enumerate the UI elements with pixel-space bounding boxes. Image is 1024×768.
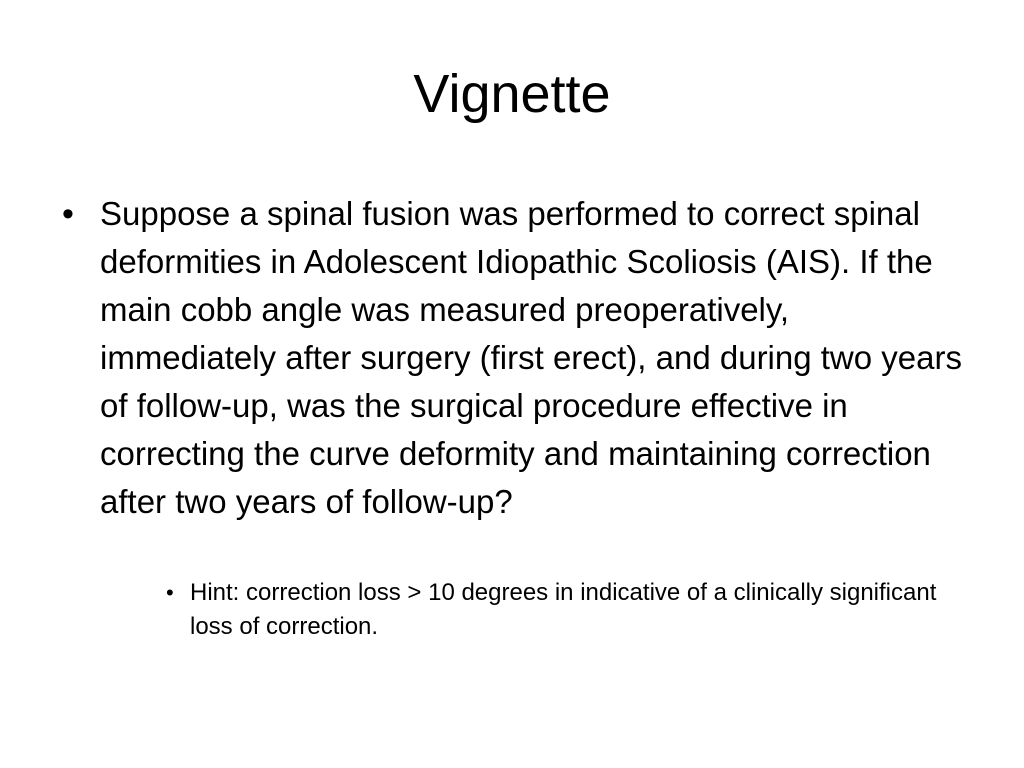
bullet-marker: •: [62, 195, 74, 233]
sub-bullet-marker: •: [166, 580, 174, 605]
bullet-list: [62, 190, 974, 526]
sub-bullet-text: Hint: correction loss > 10 degrees in indicative of a clinically significant loss of correction.: [190, 579, 937, 640]
sub-bullet-list: [166, 576, 966, 644]
slide-title: Vignette: [413, 64, 611, 124]
bullet-item: [62, 190, 974, 526]
sub-bullet-item: [166, 576, 966, 644]
bullet-text: Suppose a spinal fusion was performed to correct spinal deformities in Adolescent Idiopathic Scoliosis (AIS). If the main cobb angle was measured preoperatively, immediately after surgery (first erect), and during two years of follow-up, was the surgical procedure effective in correcting the curve deformity and maintaining correction after two years of follow-up?: [100, 195, 962, 520]
